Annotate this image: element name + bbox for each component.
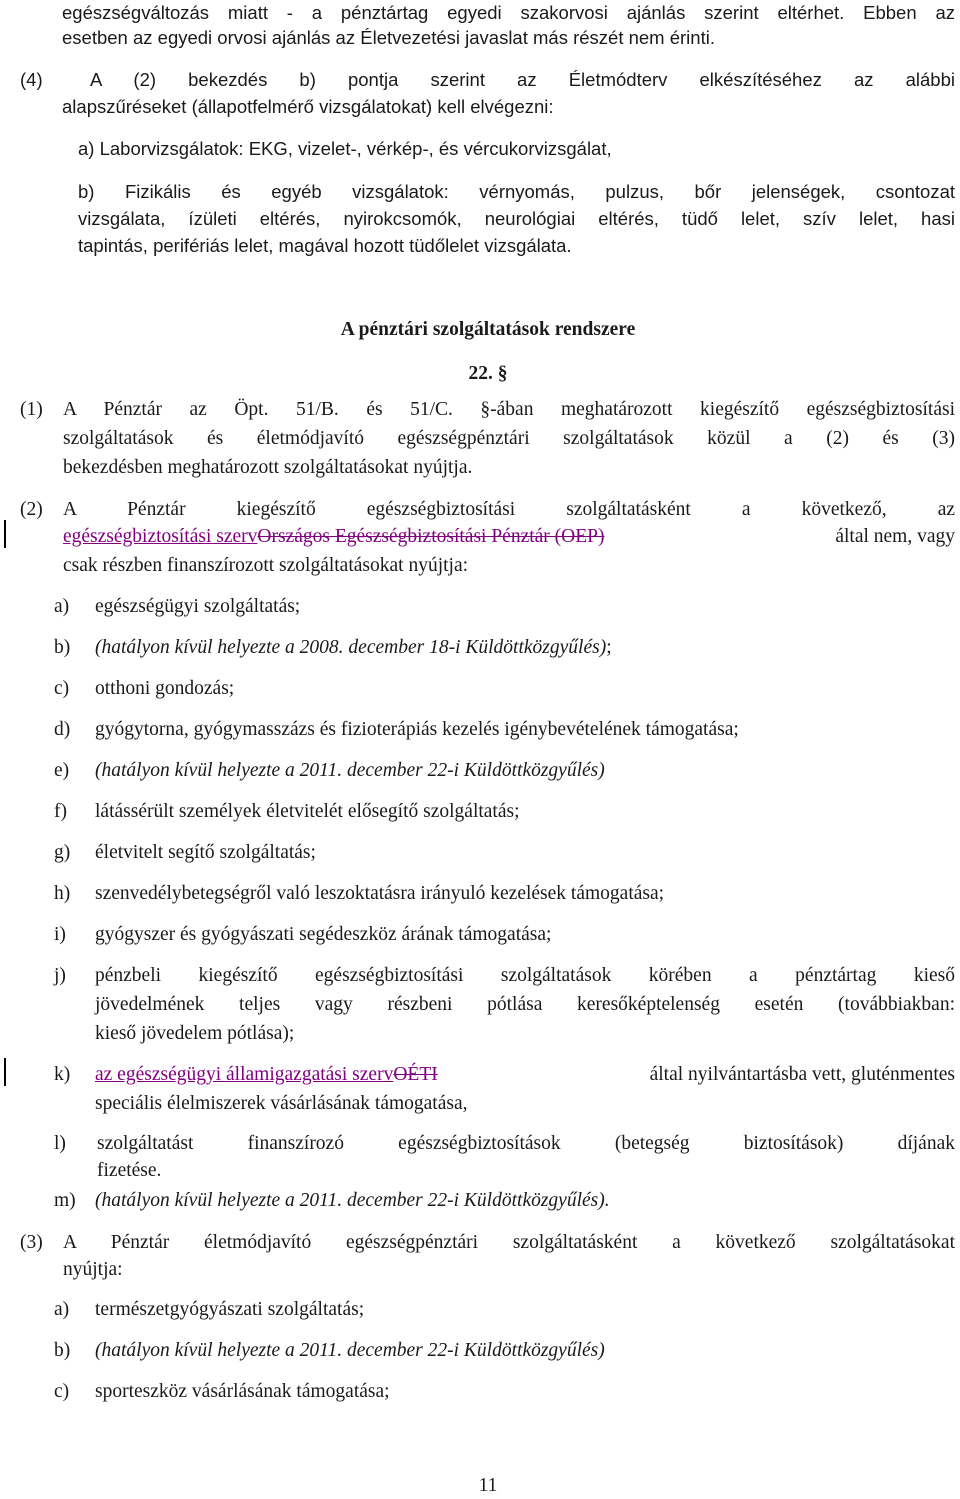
text-line: pénzbeli kiegészítő egészségbiztosítási szolgáltatások körében a pénztártag kieső (95, 965, 955, 986)
text-line: A (2) bekezdés b) pontja szerint az Életmódterv elkészítéséhez az alábbi (90, 69, 955, 90)
list-item: egészségügyi szolgáltatás; (95, 596, 301, 617)
text-line: bekezdésben meghatározott szolgáltatásokat nyújtja. (63, 457, 473, 478)
paragraph-number: (2) (20, 499, 43, 520)
item-label: b) (54, 1340, 71, 1361)
inserted-text: egészségbiztosítási szerv (63, 526, 258, 547)
item-label: d) (54, 719, 71, 740)
list-item: gyógytorna, gyógymasszázs és fizioterápiás kezelés igénybevételének támogatása; (95, 719, 739, 740)
repealed-text: (hatályon kívül helyezte a 2008. december 18-i Küldöttközgyűlés) (95, 637, 607, 658)
text-line: csak részben finanszírozott szolgáltatásokat nyújtja: (63, 555, 469, 576)
text-span: által nem, vagy (835, 526, 955, 547)
list-item: látássérült személyek életvitelét elősegítő szolgáltatás; (95, 801, 520, 822)
text-line: A Pénztár az Öpt. 51/B. és 51/C. §-ában meghatározott kiegészítő egészségbiztosítási (63, 399, 955, 420)
text-line: nyújtja: (63, 1259, 123, 1280)
text-line: speciális élelmiszerek vásárlásának támogatása, (95, 1093, 468, 1114)
item-label: a) (54, 596, 70, 617)
list-item: (hatályon kívül helyezte a 2011. december 22-i Küldöttközgyűlés) (95, 760, 605, 781)
paragraph-number: (4) (20, 69, 43, 90)
text-span: által nyilvántartásba vett, gluténmentes (649, 1064, 955, 1085)
list-item: (hatályon kívül helyezte a 2011. december 22-i Küldöttközgyűlés). (95, 1190, 610, 1211)
deleted-text: OÉTI (393, 1064, 438, 1085)
item-label: g) (54, 842, 71, 863)
text-line-amended (95, 1062, 955, 1088)
list-item: a) Laborvizsgálatok: EKG, vizelet-, vérkép-, és vércukorvizsgálat, (78, 138, 612, 159)
text-line: szolgáltatást finanszírozó egészségbiztosítások (betegség biztosítások) díjának (97, 1133, 955, 1154)
list-item (95, 635, 612, 661)
text-line: A Pénztár kiegészítő egészségbiztosítási szolgáltatásként a következő, az (63, 499, 955, 520)
list-item: otthoni gondozás; (95, 678, 235, 699)
text-line: fizetése. (97, 1160, 162, 1181)
change-bar (4, 520, 6, 548)
item-label: m) (54, 1190, 76, 1211)
text-line: vizsgálata, ízületi eltérés, nyirokcsomók, neurológiai eltérés, tüdő lelet, szív lelet, hasi (78, 208, 955, 229)
paragraph-number: (1) (20, 399, 43, 420)
list-item: természetgyógyászati szolgáltatás; (95, 1299, 365, 1320)
text-line: esetben az egyedi orvosi ajánlás az Életvezetési javaslat más részét nem érinti. (62, 27, 715, 48)
item-label: i) (54, 924, 66, 945)
item-label: c) (54, 1381, 70, 1402)
text-line-amended (63, 524, 955, 550)
list-item: életvitelt segítő szolgáltatás; (95, 842, 316, 863)
section-number: 22. § (468, 363, 508, 384)
item-label: l) (54, 1133, 66, 1154)
text-line: tapintás, perifériás lelet, magával hozott tüdőlelet vizsgálata. (78, 235, 572, 256)
text-line: egészségváltozás miatt - a pénztártag egyedi szakorvosi ajánlás szerint eltérhet. Ebben az (62, 2, 955, 23)
item-label: h) (54, 883, 71, 904)
text-span: ; (606, 637, 612, 658)
text-line: jövedelmének teljes vagy részbeni pótlása keresőképtelenség esetén (továbbiakban: (95, 994, 955, 1015)
item-label: b) (54, 637, 71, 658)
list-item: gyógyszer és gyógyászati segédeszköz árának támogatása; (95, 924, 552, 945)
inserted-text: az egészségügyi államigazgatási szerv (95, 1064, 394, 1085)
item-label: f) (54, 801, 67, 822)
item-label: j) (54, 965, 66, 986)
change-bar (4, 1058, 6, 1086)
item-label: e) (54, 760, 70, 781)
item-label: k) (54, 1064, 71, 1085)
item-label: c) (54, 678, 70, 699)
list-item: (hatályon kívül helyezte a 2011. december 22-i Küldöttközgyűlés) (95, 1340, 605, 1361)
text-line: alapszűréseket (állapotfelmérő vizsgálatokat) kell elvégezni: (62, 96, 554, 117)
text-line: A Pénztár életmódjavító egészségpénztári szolgáltatásként a következő szolgáltatásokat (63, 1232, 955, 1253)
page-number: 11 (478, 1475, 498, 1496)
list-item: szenvedélybetegségről való leszoktatásra irányuló kezelések támogatása; (95, 883, 665, 904)
section-heading: A pénztári szolgáltatások rendszere (340, 319, 636, 340)
text-line: kieső jövedelem pótlása); (95, 1023, 295, 1044)
text-line: szolgáltatások és életmódjavító egészségpénztári szolgáltatások közül a (2) és (3) (63, 428, 955, 449)
text-line: b) Fizikális és egyéb vizsgálatok: vérnyomás, pulzus, bőr jelenségek, csontozat (78, 181, 955, 202)
paragraph-number: (3) (20, 1232, 43, 1253)
deleted-text: Országos Egészségbiztosítási Pénztár (OEP) (257, 526, 605, 547)
item-label: a) (54, 1299, 70, 1320)
list-item: sporteszköz vásárlásának támogatása; (95, 1381, 390, 1402)
